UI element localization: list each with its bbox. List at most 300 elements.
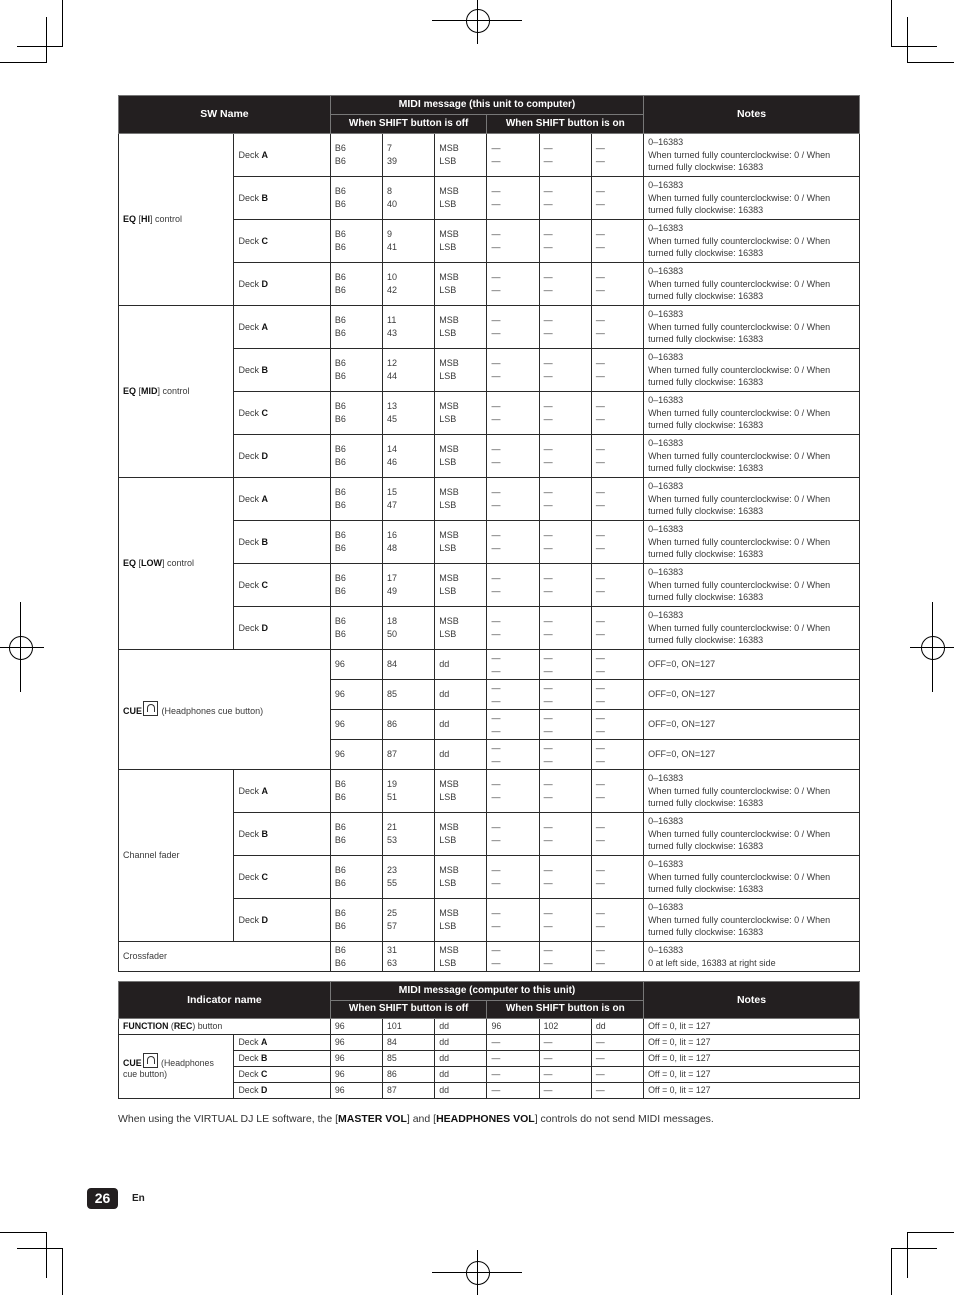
midi-cell-n2 [539, 134, 591, 177]
midi-cell-v1 [435, 521, 487, 564]
midi-cell-s1 [330, 521, 382, 564]
deck-label [234, 349, 330, 392]
midi-cell-n2 [539, 607, 591, 650]
cell-line: B6 [334, 272, 346, 283]
cell-line: — [491, 779, 501, 790]
notes-cell [644, 607, 860, 650]
deck-letter: A [261, 493, 268, 504]
cell-line: — [491, 328, 501, 338]
deck-letter: C [261, 579, 268, 590]
midi-cell-n1: 101 [383, 1019, 435, 1035]
note-line: When turned fully counterclockwise: 0 / When [648, 914, 831, 925]
deck-label [234, 813, 330, 856]
registration-mark [921, 636, 945, 660]
deck-letter: C [261, 407, 268, 418]
midi-cell-n1 [383, 478, 435, 521]
note-line: turned fully clockwise: 16383 [648, 377, 764, 388]
cell-line: — [595, 908, 605, 919]
deck-letter: A [261, 321, 268, 332]
cell-line: B6 [334, 865, 346, 876]
cell-line: B6 [334, 328, 346, 338]
cell-line: — [491, 865, 501, 876]
note-line: When turned fully counterclockwise: 0 / When [648, 493, 831, 504]
table-row [119, 1035, 860, 1051]
crop-mark [907, 1232, 908, 1278]
note-line: 0–16383 [648, 772, 684, 783]
cell-line: LSB [439, 586, 457, 596]
table-row [119, 134, 860, 177]
midi-cell-n1 [383, 942, 435, 972]
midi-cell-s1 [330, 349, 382, 392]
midi-cell-n2 [539, 349, 591, 392]
cell-line: — [491, 822, 501, 833]
notes-cell [644, 220, 860, 263]
cell-line: 18 [387, 616, 398, 627]
cell-line: — [543, 865, 553, 876]
cell-line: — [595, 712, 605, 723]
deck-prefix: Deck [238, 364, 262, 375]
cell-line: — [595, 695, 605, 706]
midi-cell-v2 [591, 740, 643, 770]
midi-cell-s2 [487, 680, 539, 710]
notes-cell [644, 177, 860, 220]
note-line: When turned fully counterclockwise: 0 / When [648, 579, 831, 590]
cell-line: LSB [439, 156, 457, 166]
midi-cell-n2 [539, 220, 591, 263]
cell-line: — [543, 616, 553, 627]
cell-line: B6 [334, 487, 346, 498]
deck-prefix: Deck [238, 450, 262, 461]
midi-cell-s2 [487, 306, 539, 349]
midi-cell-s2: — [487, 1035, 539, 1051]
cell-line: — [595, 629, 605, 639]
cell-line: — [543, 543, 553, 553]
cell-line: B6 [334, 358, 346, 369]
midi-cell-s1: 96 [330, 1051, 382, 1067]
midi-cell-s2 [487, 942, 539, 972]
crop-mark [17, 46, 63, 47]
deck-label [234, 856, 330, 899]
note-line: 0–16383 [648, 901, 684, 912]
midi-cell-v2 [591, 478, 643, 521]
midi-cell-n1: 84 [383, 650, 435, 680]
cell-line: — [491, 457, 501, 467]
notes-cell: Off = 0, lit = 127 [644, 1067, 860, 1083]
cell-line: — [595, 530, 605, 541]
midi-cell-n2 [539, 899, 591, 942]
cell-line: MSB [439, 143, 459, 154]
cell-line: — [543, 444, 553, 455]
cell-line: — [491, 401, 501, 412]
deck-letter: B [261, 364, 268, 375]
cell-line: — [491, 272, 501, 283]
cell-line: LSB [439, 543, 457, 553]
deck-prefix: Deck [238, 622, 262, 633]
table-row [119, 306, 860, 349]
cell-line: LSB [439, 371, 457, 381]
cell-line: LSB [439, 835, 457, 845]
deck-label [234, 1067, 330, 1083]
cell-line: — [595, 444, 605, 455]
midi-cell-n1 [383, 607, 435, 650]
cell-line: — [491, 186, 501, 197]
midi-cell-n2 [539, 177, 591, 220]
midi-cell-s1: 96 [330, 1019, 382, 1035]
cell-line: B6 [334, 371, 346, 381]
midi-cell-v1 [435, 899, 487, 942]
midi-cell-v2 [591, 770, 643, 813]
cell-line: — [491, 371, 501, 381]
note-line: 0–16383 [648, 858, 684, 869]
cell-line: B6 [334, 199, 346, 209]
cell-line: LSB [439, 414, 457, 424]
note-line: 0–16383 [648, 437, 684, 448]
crop-mark [907, 62, 954, 63]
cell-line: — [543, 487, 553, 498]
note-line: turned fully clockwise: 16383 [648, 592, 764, 603]
cell-line: — [491, 199, 501, 209]
midi-cell-s1: 96 [330, 1083, 382, 1099]
table-row [119, 1019, 860, 1035]
deck-letter: A [261, 785, 268, 796]
cell-line: B6 [334, 401, 346, 412]
midi-cell-v2: — [591, 1067, 643, 1083]
cell-line: MSB [439, 487, 459, 498]
midi-cell-v1: dd [435, 1019, 487, 1035]
cell-line: LSB [439, 199, 457, 209]
midi-cell-s2: — [487, 1051, 539, 1067]
cell-line: — [595, 921, 605, 931]
cell-line: MSB [439, 401, 459, 412]
midi-cell-v1: dd [435, 650, 487, 680]
midi-receive-table [118, 981, 860, 1099]
deck-label [234, 607, 330, 650]
midi-cell-s2 [487, 435, 539, 478]
deck-letter: A [260, 1037, 268, 1047]
cell-line: — [595, 401, 605, 412]
midi-cell-v1 [435, 392, 487, 435]
deck-prefix: Deck [238, 1085, 261, 1095]
midi-cell-s2 [487, 899, 539, 942]
midi-cell-n2 [539, 770, 591, 813]
deck-letter: B [260, 1053, 268, 1063]
midi-cell-v2: dd [591, 1019, 643, 1035]
cell-line: — [595, 315, 605, 326]
notes-cell [644, 392, 860, 435]
cell-line: MSB [439, 908, 459, 919]
midi-cell-n1 [383, 770, 435, 813]
cell-line: — [543, 143, 553, 154]
table-row [119, 942, 860, 972]
midi-cell-v2: — [591, 1051, 643, 1067]
deck-letter: D [260, 1085, 268, 1095]
cell-line: — [491, 725, 501, 736]
column-header-notes: Notes [644, 982, 860, 1019]
midi-cell-n2: — [539, 1067, 591, 1083]
midi-cell-v1 [435, 263, 487, 306]
note-line: 0–16383 [648, 394, 684, 405]
notes-cell [644, 134, 860, 177]
midi-cell-s1 [330, 392, 382, 435]
cue-label-bold: CUE [123, 706, 143, 717]
deck-prefix: Deck [238, 579, 262, 590]
label-bold: EQ [123, 214, 137, 225]
cell-line: LSB [439, 285, 457, 295]
midi-cell-n1 [383, 177, 435, 220]
notes-cell: OFF=0, ON=127 [644, 710, 860, 740]
cell-line: B6 [334, 616, 346, 627]
midi-cell-v2 [591, 942, 643, 972]
cell-line: — [491, 487, 501, 498]
cell-line: MSB [439, 779, 459, 790]
crop-mark [46, 1232, 47, 1278]
cell-line: — [543, 315, 553, 326]
midi-cell-s2 [487, 650, 539, 680]
cell-line: — [595, 457, 605, 467]
cell-line: — [595, 573, 605, 584]
column-header-shift-on: When SHIFT button is on [487, 1001, 644, 1019]
cell-line: 23 [387, 865, 398, 876]
note-line: turned fully clockwise: 16383 [648, 463, 764, 474]
cell-line: — [543, 457, 553, 467]
cell-line: — [491, 652, 501, 663]
note-line: When turned fully counterclockwise: 0 / When [648, 785, 831, 796]
crop-mark [0, 1232, 47, 1233]
note-line: 0–16383 [648, 609, 684, 620]
cell-line: 12 [387, 358, 398, 369]
note-line: When turned fully counterclockwise: 0 / When [648, 278, 831, 289]
cell-line: — [543, 242, 553, 252]
cell-line: — [543, 199, 553, 209]
cell-line: — [491, 358, 501, 369]
midi-cell-n2: — [539, 1083, 591, 1099]
cell-line: — [595, 143, 605, 154]
cell-line: LSB [439, 629, 457, 639]
crop-mark [891, 1248, 892, 1295]
deck-prefix: Deck [238, 493, 262, 504]
cell-line: — [543, 792, 553, 802]
notes-cell: OFF=0, ON=127 [644, 680, 860, 710]
deck-label [234, 177, 330, 220]
notes-cell [644, 899, 860, 942]
midi-cell-v1 [435, 306, 487, 349]
column-header-indicator-name: Indicator name [119, 982, 331, 1019]
midi-cell-v2 [591, 710, 643, 740]
deck-prefix: Deck [238, 407, 262, 418]
cell-line: 49 [387, 586, 398, 596]
crop-mark [907, 1232, 954, 1233]
cell-line: — [595, 272, 605, 283]
cell-line: 25 [387, 908, 398, 919]
deck-prefix: Deck [238, 828, 262, 839]
cell-line: 16 [387, 530, 398, 541]
cell-line: — [595, 328, 605, 338]
cell-line: — [543, 328, 553, 338]
deck-label [234, 899, 330, 942]
cell-line: B6 [334, 908, 346, 919]
cell-line: — [491, 792, 501, 802]
midi-cell-n1: 87 [383, 740, 435, 770]
cell-line: 47 [387, 500, 398, 510]
cell-line: — [543, 573, 553, 584]
table-body [119, 1019, 860, 1099]
midi-cell-s1 [330, 435, 382, 478]
cell-line: 51 [387, 792, 398, 802]
midi-cell-n2 [539, 521, 591, 564]
table-header [119, 982, 860, 1019]
cell-line: — [543, 530, 553, 541]
cell-line: 11 [387, 315, 397, 326]
cell-line: 44 [387, 371, 398, 381]
notes-cell [644, 306, 860, 349]
cell-line: — [595, 725, 605, 736]
crop-mark [17, 1248, 63, 1249]
cell-line: — [491, 444, 501, 455]
cell-line: — [595, 652, 605, 663]
cell-line: — [491, 835, 501, 845]
midi-cell-v1 [435, 813, 487, 856]
notes-cell: OFF=0, ON=127 [644, 740, 860, 770]
notes-cell [644, 349, 860, 392]
cell-line: — [595, 500, 605, 510]
notes-cell [644, 770, 860, 813]
midi-cell-v2 [591, 899, 643, 942]
note-line: 0–16383 [648, 815, 684, 826]
midi-cell-s2 [487, 220, 539, 263]
cell-line: B6 [334, 143, 346, 154]
cell-line: — [595, 414, 605, 424]
deck-prefix: Deck [238, 278, 262, 289]
cell-line: 63 [387, 957, 398, 968]
cue-label-bold: CUE [123, 1058, 142, 1068]
cell-line: — [543, 682, 553, 693]
cell-line: — [491, 414, 501, 424]
midi-cell-n2: 102 [539, 1019, 591, 1035]
cell-line: — [543, 186, 553, 197]
midi-cell-n2 [539, 306, 591, 349]
cell-line: 8 [387, 186, 393, 197]
midi-cell-v1 [435, 349, 487, 392]
midi-cell-s1 [330, 564, 382, 607]
cell-line: 48 [387, 543, 398, 553]
notes-cell [644, 856, 860, 899]
cell-line: — [543, 358, 553, 369]
cell-line: — [491, 586, 501, 596]
cell-line: — [491, 712, 501, 723]
deck-letter: B [261, 192, 268, 203]
deck-prefix: Deck [238, 192, 262, 203]
cell-line: MSB [439, 530, 459, 541]
midi-cell-s2 [487, 349, 539, 392]
label-text: [ [136, 214, 142, 225]
crop-mark [62, 1248, 63, 1295]
midi-cell-n1 [383, 263, 435, 306]
cell-line: — [543, 742, 553, 753]
cue-label-text: (Headphones cue button) [159, 706, 264, 717]
cell-line: MSB [439, 358, 459, 369]
cell-line: B6 [334, 573, 346, 584]
eq-group-label [119, 478, 234, 650]
cell-line: B6 [334, 629, 346, 639]
cell-line: — [491, 682, 501, 693]
cell-line: LSB [439, 921, 457, 931]
midi-cell-n2 [539, 564, 591, 607]
cell-line: 31 [387, 944, 398, 955]
table-row [119, 478, 860, 521]
cell-line: — [491, 543, 501, 553]
crop-mark [0, 62, 47, 63]
cell-line: 21 [387, 822, 398, 833]
midi-cell-v2 [591, 177, 643, 220]
cell-line: B6 [334, 543, 346, 553]
cell-line: — [543, 725, 553, 736]
cell-line: — [543, 414, 553, 424]
cell-line: — [595, 682, 605, 693]
note-line: When turned fully counterclockwise: 0 / When [648, 536, 831, 547]
cell-line: — [543, 755, 553, 766]
midi-cell-n2 [539, 392, 591, 435]
cell-line: B6 [334, 586, 346, 596]
midi-cell-s1 [330, 134, 382, 177]
midi-cell-s2: — [487, 1067, 539, 1083]
cell-line: B6 [334, 921, 346, 931]
deck-label [234, 478, 330, 521]
midi-cell-v1 [435, 478, 487, 521]
cue-group-label [119, 1035, 234, 1099]
note-line: turned fully clockwise: 16383 [648, 334, 764, 345]
deck-prefix: Deck [238, 914, 262, 925]
cell-line: 42 [387, 285, 398, 295]
midi-cell-v1: dd [435, 710, 487, 740]
midi-cell-v1: dd [435, 1067, 487, 1083]
deck-label [234, 1051, 330, 1067]
cell-line: B6 [334, 835, 346, 845]
eq-group-label [119, 134, 234, 306]
cell-line: — [595, 835, 605, 845]
cell-line: — [491, 573, 501, 584]
cell-line: — [595, 957, 605, 968]
midi-cell-v1 [435, 942, 487, 972]
label-bold: REC [173, 1021, 193, 1031]
table-row [119, 770, 860, 813]
cell-line: 14 [387, 444, 398, 455]
note-line: turned fully clockwise: 16383 [648, 162, 764, 173]
cell-line: — [543, 285, 553, 295]
cell-line: 9 [387, 229, 393, 240]
midi-cell-s1 [330, 607, 382, 650]
crop-mark [891, 0, 892, 47]
note-line: 0–16383 [648, 351, 684, 362]
label-text: ( [168, 1021, 174, 1031]
midi-cell-s2: 96 [487, 1019, 539, 1035]
cell-line: — [595, 156, 605, 166]
cell-line: — [491, 629, 501, 639]
table-body [119, 134, 860, 972]
cell-line: 7 [387, 143, 393, 154]
label-bold: FUNCTION [123, 1021, 169, 1031]
cell-line: — [543, 944, 553, 955]
column-header-notes: Notes [644, 96, 860, 134]
note-line: 0–16383 [648, 136, 684, 147]
cell-line: MSB [439, 229, 459, 240]
cell-line: — [543, 822, 553, 833]
cell-line: B6 [334, 285, 346, 295]
deck-letter: D [261, 450, 268, 461]
note-line: When turned fully counterclockwise: 0 / When [648, 871, 831, 882]
midi-cell-v1 [435, 607, 487, 650]
label-text: ) button [192, 1021, 223, 1031]
cell-line: 10 [387, 272, 398, 283]
